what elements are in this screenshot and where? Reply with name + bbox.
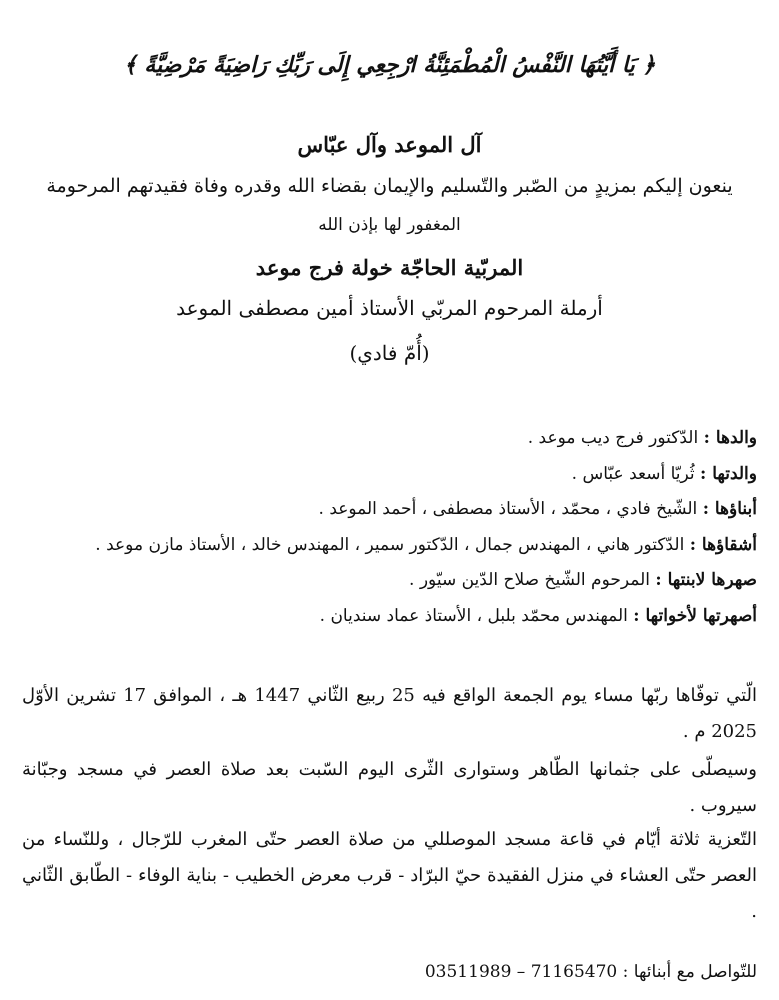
contact-line — [425, 962, 757, 982]
relative-label: والدها : — [703, 428, 757, 448]
relative-brothers — [22, 535, 757, 571]
announcement-intro-line2: المغفور لها بإذن الله — [318, 215, 461, 235]
widow-of-line: أرملة المرحوم المربّي الأستاذ أمين مصطفى الموعد — [176, 296, 603, 320]
relative-value: الدّكتور فرج ديب موعد . — [527, 428, 704, 448]
relative-value: ثُريّا أسعد عبّاس . — [571, 463, 701, 484]
relative-value: الشّيخ فادي ، محمّد ، الأستاذ مصطفى ، أحمد الموعد . — [318, 499, 703, 519]
deceased-name: المربّية الحاجّة خولة فرج موعد — [255, 255, 524, 280]
families-heading: آل الموعد وآل عبّاس — [297, 132, 482, 157]
relative-mother — [22, 464, 757, 500]
relative-value: المرحوم الشّيخ صلاح الدّين سيّور . — [409, 570, 656, 590]
relative-label: والدتها : — [700, 463, 757, 484]
relative-brothers-in-law — [22, 606, 757, 642]
relative-value: المهندس محمّد بلبل ، الأستاذ عماد سنديان . — [319, 605, 634, 626]
relative-label: أبناؤها : — [702, 499, 757, 519]
announcement-intro-line1: ينعون إليكم بمزيدٍ من الصّبر والتّسليم والإيمان بقضاء الله وقدره وفاة فقيدتهم المرحومة — [46, 175, 733, 197]
relative-label: أشقاؤها : — [689, 534, 757, 555]
relative-value: الدّكتور هاني ، المهندس جمال ، الدّكتور سمير ، المهندس خالد ، الأستاذ مازن موعد . — [95, 534, 690, 555]
kunya-line: (أُمّ فادي) — [349, 341, 430, 365]
relative-label: أصهرتها لأخواتها : — [633, 605, 757, 626]
condolences-paragraph: التّعزية ثلاثة أيّام في قاعة مسجد الموصللي من صلاة العصر حتّى المغرب للرّجال ، وللنّساء من العصر حتّى العشاء في منزل الفقيدة حيّ البرّاد - قرب معرض الخطيب - بناية الوفاء - الطّابق الثّاني . — [22, 829, 757, 922]
relative-label: صهرها لابنتها : — [655, 570, 757, 590]
relative-son-in-law — [22, 570, 757, 606]
contact-label: للتّواصل مع أبنائها : — [617, 962, 757, 982]
quran-verse: ﴿ يَا أَيَّتُهَا النَّفْسُ الْمُطْمَئِنَّةُ ارْجِعِي إِلَى رَبِّكِ رَاضِيَةً مَرْضِيَّةً ﴾ — [123, 52, 656, 78]
relative-father — [22, 428, 757, 464]
relatives-list — [22, 428, 757, 641]
relative-sons — [22, 499, 757, 535]
death-date-paragraph: الّتي توفّاها ربّها مساء يوم الجمعة الواقع فيه 25 ربيع الثّاني 1447 هـ ، الموافق 17 تشرين الأوّل 2025 م . — [22, 685, 757, 742]
contact-phones: 03511989 – 71165470 — [424, 962, 618, 982]
funeral-paragraph: وسيصلّى على جثمانها الطّاهر وستوارى الثّرى اليوم السّبت بعد صلاة العصر في مسجد وجبّانة سيروب . — [22, 759, 757, 816]
